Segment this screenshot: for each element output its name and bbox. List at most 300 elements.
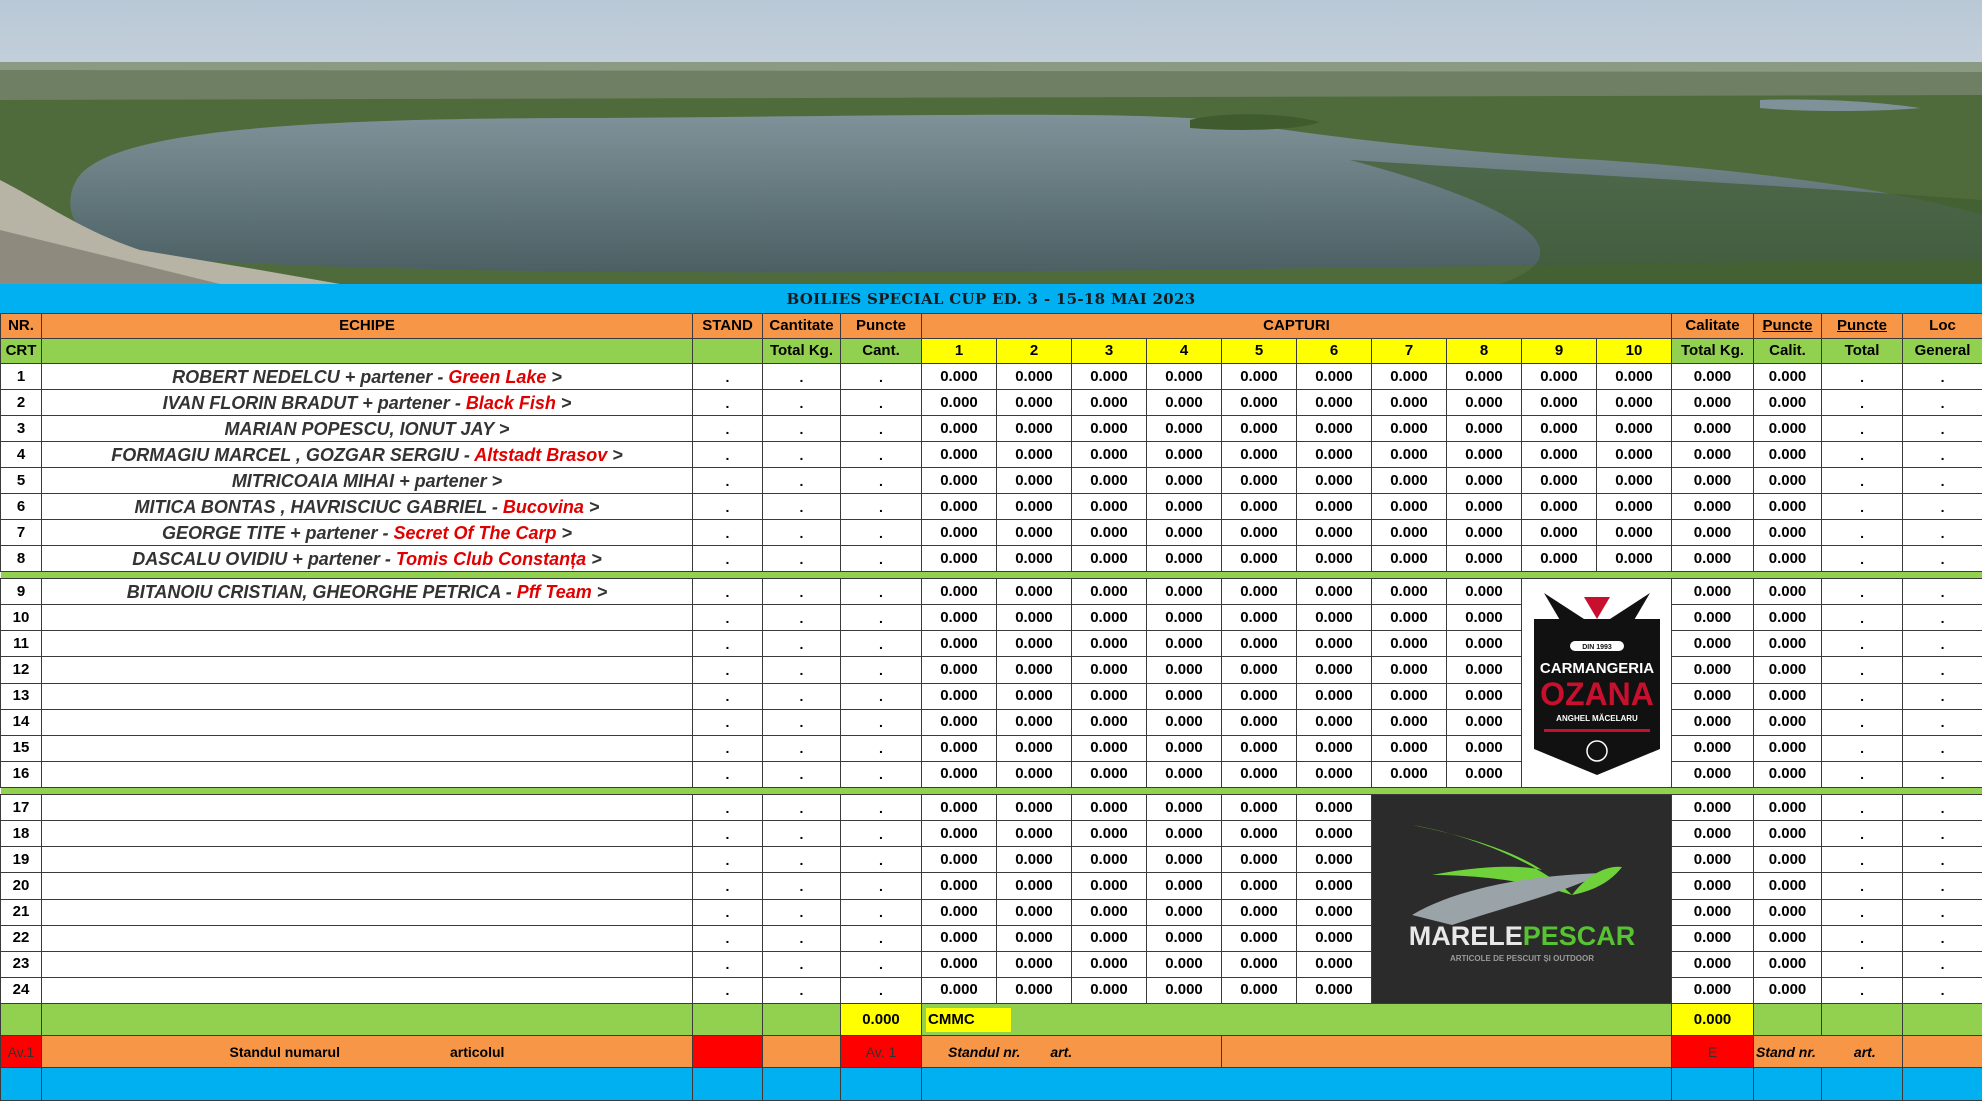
calitate-kg-cell: 0.000 [1672,631,1754,657]
team-names: MITICA BONTAS , HAVRISCIUC GABRIEL - [134,496,503,517]
capture-cell-7: 0.000 [1372,605,1447,631]
puncte-calit-cell: 0.000 [1754,735,1822,761]
puncte-total-cell: . [1822,977,1903,1003]
team-cell [42,605,693,631]
puncte-total-cell: . [1822,605,1903,631]
stand-cell: . [693,579,763,605]
puncte-total-cell: . [1822,899,1903,925]
puncte-cant-cell: . [841,709,922,735]
total-kg-cell: . [763,847,841,873]
capture-cell-2: 0.000 [997,364,1072,390]
header-capture-col-10: 10 [1597,339,1672,364]
capture-cell-1: 0.000 [922,683,997,709]
blank-cell [1754,1068,1822,1101]
av-standul: Standul numarul [229,1043,340,1060]
puncte-calit-cell: 0.000 [1754,631,1822,657]
blank-cell [922,1068,1672,1101]
stand-cell: . [693,847,763,873]
capture-cell-6: 0.000 [1297,468,1372,494]
team-suffix: > [556,522,573,543]
capture-cell-8: 0.000 [1447,494,1522,520]
team-suffix: > [555,392,572,413]
capture-cell-1: 0.000 [922,951,997,977]
calitate-kg-cell: 0.000 [1672,683,1754,709]
stand-cell: . [693,709,763,735]
capture-cell-6: 0.000 [1297,821,1372,847]
calitate-kg-cell: 0.000 [1672,821,1754,847]
calitate-kg-cell: 0.000 [1672,977,1754,1003]
capture-cell-5: 0.000 [1222,709,1297,735]
ozana-est: DIN 1993 [1581,644,1612,651]
team-suffix: > [607,444,623,465]
calitate-kg-cell: 0.000 [1672,605,1754,631]
capture-cell-4: 0.000 [1147,520,1222,546]
calitate-kg-cell: 0.000 [1672,761,1754,787]
puncte-total-cell: . [1822,364,1903,390]
capture-cell-2: 0.000 [997,761,1072,787]
header-stand-sub [693,339,763,364]
capture-cell-2: 0.000 [997,442,1072,468]
total-kg-cell: . [763,546,841,572]
total-kg-cell: . [763,442,841,468]
puncte-total-cell: . [1822,951,1903,977]
puncte-calit-cell: 0.000 [1754,468,1822,494]
capture-cell-10: 0.000 [1597,390,1672,416]
lake-banner-photo [0,0,1982,284]
capture-cell-6: 0.000 [1297,951,1372,977]
totals-blank [1754,1004,1822,1036]
stand-cell: . [693,795,763,821]
capture-cell-10: 0.000 [1597,416,1672,442]
puncte-calit-cell: 0.000 [1754,605,1822,631]
capture-cell-9: 0.000 [1522,468,1597,494]
capture-cell-6: 0.000 [1297,899,1372,925]
stand-cell: . [693,899,763,925]
header-total: Total [1822,339,1903,364]
total-kg-cell: . [763,873,841,899]
capture-cell-3: 0.000 [1072,925,1147,951]
puncte-cant-cell: . [841,579,922,605]
capture-cell-7: 0.000 [1372,442,1447,468]
capture-cell-1: 0.000 [922,735,997,761]
capture-cell-2: 0.000 [997,709,1072,735]
capture-cell-4: 0.000 [1147,925,1222,951]
puncte-calit-cell: 0.000 [1754,494,1822,520]
capture-cell-3: 0.000 [1072,631,1147,657]
stand-cell: . [693,761,763,787]
capture-cell-5: 0.000 [1222,442,1297,468]
capture-cell-9: 0.000 [1522,546,1597,572]
header-nr: NR. [1,314,42,339]
row-nr: 3 [1,416,42,442]
results-table [0,313,1982,1101]
capture-cell-7: 0.000 [1372,546,1447,572]
capture-cell-2: 0.000 [997,390,1072,416]
capture-cell-3: 0.000 [1072,899,1147,925]
capture-cell-8: 0.000 [1447,605,1522,631]
ozana-name: OZANA [1539,676,1654,712]
capture-cell-2: 0.000 [997,520,1072,546]
capture-cell-5: 0.000 [1222,390,1297,416]
total-kg-cell: . [763,735,841,761]
team-names: MITRICOAIA MIHAI + partener > [231,470,503,491]
loc-general-cell: . [1903,390,1982,416]
capture-cell-3: 0.000 [1072,442,1147,468]
stand-cell: . [693,977,763,1003]
team-club: Black Fish [465,392,556,413]
team-club: Altstadt Brasov [474,444,608,465]
capture-cell-3: 0.000 [1072,709,1147,735]
capture-cell-4: 0.000 [1147,579,1222,605]
puncte-cant-cell: . [841,468,922,494]
table-row [1,873,1982,899]
capture-cell-8: 0.000 [1447,520,1522,546]
capture-cell-8: 0.000 [1447,468,1522,494]
capture-cell-6: 0.000 [1297,520,1372,546]
puncte-calit-cell: 0.000 [1754,657,1822,683]
av-orange-span [1222,1036,1672,1068]
team-cell [42,735,693,761]
separator-cell [1,572,1982,579]
puncte-total-cell: . [1822,657,1903,683]
row-nr: 6 [1,494,42,520]
stand-cell: . [693,951,763,977]
team-cell [42,873,693,899]
av-orange-end [1903,1036,1982,1068]
capture-cell-6: 0.000 [1297,657,1372,683]
capture-cell-5: 0.000 [1222,761,1297,787]
capture-cell-1: 0.000 [922,442,997,468]
puncte-cant-cell: . [841,364,922,390]
capture-cell-1: 0.000 [922,795,997,821]
header-capture-col-6: 6 [1297,339,1372,364]
table-row [1,468,1982,494]
capture-cell-1: 0.000 [922,709,997,735]
capture-cell-5: 0.000 [1222,795,1297,821]
capture-cell-8: 0.000 [1447,546,1522,572]
loc-general-cell: . [1903,605,1982,631]
totals-row [1,1004,1982,1036]
table-row [1,821,1982,847]
team-cell [42,795,693,821]
stand-cell: . [693,494,763,520]
header-capture-col-2: 2 [997,339,1072,364]
capture-cell-10: 0.000 [1597,494,1672,520]
capture-cell-8: 0.000 [1447,442,1522,468]
total-kg-cell: . [763,951,841,977]
capture-cell-6: 0.000 [1297,579,1372,605]
calitate-kg-cell: 0.000 [1672,735,1754,761]
team-cell [42,416,693,442]
team-names: MARIAN POPESCU, IONUT JAY > [224,418,510,439]
ozana-tagline: ANGHEL MĂCELARU [1555,714,1638,723]
capture-cell-5: 0.000 [1222,546,1297,572]
capture-cell-7: 0.000 [1372,579,1447,605]
team-club: Tomis Club Constanța [395,548,587,569]
header-calit: Calit. [1754,339,1822,364]
av-standul-nr-cell [922,1036,1222,1068]
calitate-kg-cell: 0.000 [1672,364,1754,390]
capture-cell-5: 0.000 [1222,821,1297,847]
row-nr: 2 [1,390,42,416]
row-nr: 13 [1,683,42,709]
puncte-calit-cell: 0.000 [1754,847,1822,873]
capture-cell-1: 0.000 [922,605,997,631]
puncte-calit-cell: 0.000 [1754,925,1822,951]
capture-cell-2: 0.000 [997,657,1072,683]
header-echipe-sub [42,339,693,364]
capture-cell-2: 0.000 [997,821,1072,847]
puncte-calit-cell: 0.000 [1754,899,1822,925]
row-nr: 12 [1,657,42,683]
capture-cell-7: 0.000 [1372,683,1447,709]
loc-general-cell: . [1903,631,1982,657]
totals-blank [1903,1004,1982,1036]
calitate-kg-cell: 0.000 [1672,442,1754,468]
puncte-cant-cell: . [841,546,922,572]
team-cell [42,442,693,468]
av-stand-nr-cell [1754,1036,1903,1068]
capture-cell-6: 0.000 [1297,416,1372,442]
capture-cell-5: 0.000 [1222,605,1297,631]
capture-cell-2: 0.000 [997,873,1072,899]
capture-cell-8: 0.000 [1447,390,1522,416]
capture-cell-7: 0.000 [1372,657,1447,683]
capture-cell-2: 0.000 [997,951,1072,977]
row-nr: 4 [1,442,42,468]
total-kg-cell: . [763,821,841,847]
row-nr: 1 [1,364,42,390]
capture-cell-8: 0.000 [1447,657,1522,683]
puncte-cant-cell: . [841,494,922,520]
loc-general-cell: . [1903,709,1982,735]
table-row [1,925,1982,951]
stand-cell: . [693,657,763,683]
team-cell [42,951,693,977]
puncte-cant-cell: . [841,821,922,847]
loc-general-cell: . [1903,364,1982,390]
team-cell [42,579,693,605]
stand-cell: . [693,925,763,951]
puncte-cant-cell: . [841,631,922,657]
capture-cell-2: 0.000 [997,795,1072,821]
team-cell [42,925,693,951]
puncte-calit-cell: 0.000 [1754,390,1822,416]
capture-cell-2: 0.000 [997,899,1072,925]
calitate-kg-cell: 0.000 [1672,899,1754,925]
table-row [1,709,1982,735]
total-kg-cell: . [763,416,841,442]
team-names: GEORGE TITE + partener - [161,522,394,543]
capture-cell-5: 0.000 [1222,494,1297,520]
table-row [1,520,1982,546]
capture-cell-10: 0.000 [1597,442,1672,468]
team-cell [42,657,693,683]
capture-cell-2: 0.000 [997,546,1072,572]
row-nr: 16 [1,761,42,787]
row-nr: 19 [1,847,42,873]
capture-cell-5: 0.000 [1222,657,1297,683]
capture-cell-4: 0.000 [1147,494,1222,520]
header-puncte-calit-top: Puncte [1754,314,1822,339]
team-names: DASCALU OVIDIU + partener - [132,548,396,569]
loc-general-cell: . [1903,468,1982,494]
calitate-kg-cell: 0.000 [1672,925,1754,951]
puncte-calit-cell: 0.000 [1754,873,1822,899]
loc-general-cell: . [1903,821,1982,847]
calitate-kg-cell: 0.000 [1672,847,1754,873]
capture-cell-1: 0.000 [922,821,997,847]
header-echipe: ECHIPE [42,314,693,339]
calitate-kg-cell: 0.000 [1672,709,1754,735]
marele-pescar-logo [1372,795,1671,1003]
blank-cell [1672,1068,1754,1101]
av-red-cell [693,1036,763,1068]
stand-cell: . [693,605,763,631]
loc-general-cell: . [1903,579,1982,605]
total-kg-cell: . [763,390,841,416]
capture-cell-8: 0.000 [1447,416,1522,442]
capture-cell-4: 0.000 [1147,683,1222,709]
team-suffix: > [546,366,562,387]
capture-cell-4: 0.000 [1147,761,1222,787]
team-cell [42,683,693,709]
loc-general-cell: . [1903,951,1982,977]
capture-cell-6: 0.000 [1297,735,1372,761]
capture-cell-2: 0.000 [997,977,1072,1003]
capture-cell-9: 0.000 [1522,416,1597,442]
capture-cell-1: 0.000 [922,847,997,873]
capture-cell-3: 0.000 [1072,795,1147,821]
capture-cell-6: 0.000 [1297,925,1372,951]
team-names: FORMAGIU MARCEL , GOZGAR SERGIU - [111,444,475,465]
av-row [1,1036,1982,1068]
capture-cell-4: 0.000 [1147,847,1222,873]
row-nr: 15 [1,735,42,761]
loc-general-cell: . [1903,546,1982,572]
capture-cell-1: 0.000 [922,925,997,951]
av-orange-cell [763,1036,841,1068]
total-kg-cell: . [763,579,841,605]
capture-cell-6: 0.000 [1297,873,1372,899]
capture-cell-5: 0.000 [1222,873,1297,899]
header-puncte: Puncte [841,314,922,339]
av-label: Av.1 [1,1036,42,1068]
header-calitate: Calitate [1672,314,1754,339]
event-title-bar [0,284,1982,313]
capture-cell-3: 0.000 [1072,821,1147,847]
capture-cell-1: 0.000 [922,631,997,657]
capture-cell-4: 0.000 [1147,546,1222,572]
capture-cell-7: 0.000 [1372,520,1447,546]
table-row [1,683,1982,709]
row-nr: 24 [1,977,42,1003]
capture-cell-7: 0.000 [1372,416,1447,442]
totals-blank [763,1004,841,1036]
stand-cell: . [693,873,763,899]
header-crt: CRT [1,339,42,364]
capture-cell-6: 0.000 [1297,795,1372,821]
table-row [1,735,1982,761]
puncte-calit-cell: 0.000 [1754,761,1822,787]
team-cell [42,709,693,735]
capture-cell-3: 0.000 [1072,494,1147,520]
capture-cell-6: 0.000 [1297,364,1372,390]
capture-cell-7: 0.000 [1372,364,1447,390]
puncte-calit-cell: 0.000 [1754,416,1822,442]
puncte-total-cell: . [1822,847,1903,873]
team-club: Secret Of The Carp [393,522,557,543]
blank-cell [42,1068,693,1101]
table-row [1,795,1982,821]
capture-cell-2: 0.000 [997,735,1072,761]
loc-general-cell: . [1903,735,1982,761]
team-cell [42,390,693,416]
total-kg-cell: . [763,494,841,520]
capture-cell-2: 0.000 [997,494,1072,520]
capture-cell-2: 0.000 [997,925,1072,951]
pescar-tagline: ARTICOLE DE PESCUIT ȘI OUTDOOR [1449,954,1595,963]
capture-cell-2: 0.000 [997,579,1072,605]
capture-cell-4: 0.000 [1147,442,1222,468]
capture-cell-9: 0.000 [1522,494,1597,520]
capture-cell-1: 0.000 [922,364,997,390]
capture-cell-2: 0.000 [997,683,1072,709]
capture-cell-9: 0.000 [1522,442,1597,468]
capture-cell-4: 0.000 [1147,605,1222,631]
row-nr: 8 [1,546,42,572]
capture-cell-5: 0.000 [1222,977,1297,1003]
capture-cell-6: 0.000 [1297,683,1372,709]
header-stand: STAND [693,314,763,339]
puncte-calit-cell: 0.000 [1754,683,1822,709]
av-standul-cell [42,1036,693,1068]
header-capture-col-7: 7 [1372,339,1447,364]
capture-cell-10: 0.000 [1597,468,1672,494]
table-row [1,364,1982,390]
puncte-calit-cell: 0.000 [1754,579,1822,605]
capture-cell-6: 0.000 [1297,977,1372,1003]
cmmc-cell [922,1004,1672,1036]
carmangeria-ozana-logo [1522,579,1671,787]
puncte-cant-cell: . [841,390,922,416]
puncte-cant-cell: . [841,761,922,787]
puncte-total-cell: . [1822,709,1903,735]
loc-general-cell: . [1903,683,1982,709]
puncte-total-cell: . [1822,579,1903,605]
stand-cell: . [693,442,763,468]
capture-cell-2: 0.000 [997,605,1072,631]
row-nr: 20 [1,873,42,899]
totals-blank [42,1004,693,1036]
capture-cell-2: 0.000 [997,847,1072,873]
capture-cell-4: 0.000 [1147,416,1222,442]
capture-cell-1: 0.000 [922,899,997,925]
capture-cell-1: 0.000 [922,546,997,572]
loc-general-cell: . [1903,847,1982,873]
loc-general-cell: . [1903,899,1982,925]
capture-cell-3: 0.000 [1072,735,1147,761]
capture-cell-4: 0.000 [1147,735,1222,761]
capture-cell-6: 0.000 [1297,847,1372,873]
team-club: Bucovina [502,496,584,517]
header-calitate-total-kg: Total Kg. [1672,339,1754,364]
team-cell [42,468,693,494]
capture-cell-4: 0.000 [1147,899,1222,925]
calitate-kg-cell: 0.000 [1672,657,1754,683]
row-nr: 18 [1,821,42,847]
capture-cell-5: 0.000 [1222,579,1297,605]
